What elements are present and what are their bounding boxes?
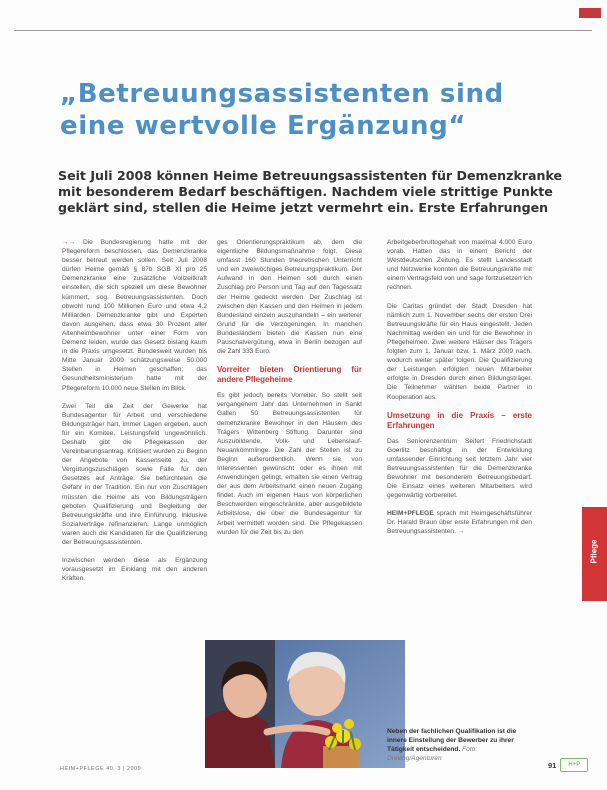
column-1-paragraph: →→ Die Bundesregierung hatte mit der Pflegereform beschlossen, das Demenzkranke besser betreut werden sollen. Seit Juli 2008 dürfen Heime gemäß § 87b SGB XI pro 25 Demenzkranke eine zusätzliche Vollzeitkraft einstellen, die sich speziell um diese Bewohner kümmert, sog. Betreuungsassistenten. Doch obwohl rund 100 Millionen Euro und etwa 4.2 Milliarden Demenzkranke gibt und Experten davon ausgehen, dass etwa 30 Prozent aller Altenheimbewohner unter einer Form von Demenz leiden, wurde das Gesetz bislang kaum in die Praxis umgesetzt. Bundesweit wurden bis Mitte Januar 2009 schätzungsweise 50.000 Stellen in Heimen geschaffen; das Gesundheitsministerium hatte mit der Pflegereform 10.000 neue Stellen im Blick.	[62, 239, 207, 392]
footer-right	[548, 758, 588, 772]
headline	[60, 78, 560, 142]
column-3-paragraph: Die Caritas gründet der Stadt Dresden hat nämlich zum 1. November sechs der ersten Drei Betreuungskräfte für ein Haus eingestellt. Jeden Nachmittag werden ein und für die Bewohner in Pflegeheimen. Zwei weitere Häuser des Trägers folgten zum 1. Januar bzw. 1. März 2009 nach, wodurch weiter später folgen. Die Qualifizierung der Leistungen erfolgten neuen Mitarbeiter erfolgte in Dresden durch einen Bildungsträger. Die Teilnehmer wählten beide Partner in Kooperation aus.	[387, 302, 532, 401]
corner-mark	[579, 8, 601, 18]
byline-arrow-icon: →→	[62, 239, 76, 246]
footer-issue: HEIM+PFLEGE 40. 3 | 2009	[60, 766, 142, 772]
page-number: 91	[548, 760, 557, 770]
caption-text: Neben der fachlichen Qualifikation ist die innere Einstellung der Bewerber zu ihrer Tätigkeit entscheidend.	[387, 728, 517, 753]
headline-line-2: eine wertvolle Ergänzung“	[60, 111, 467, 141]
column-3-paragraph: Das Seniorenzentrum Seifert Friedrichstadt Goerlitz beschäftigt in der Entwicklung umfassender Einrichtung seit letztem Jahr vier Betreuungsassistenten für die Demenzkranke Bewohner mit besonderem Betreuungsbedarf. Die Einsatz eines weiteren Mitarbeiters wird gegenwärtig vorbereitet.	[387, 437, 532, 500]
column-1-paragraph: Zwei Teil die Zeit der Gewerke hat Bundesagentur für Arbeit und verschiedene Bildungsträger hart, immer Lagen ergeben, auch für ein Komitee. Leistungsfeld ungewöhnlich. Deshalb gibt die Pflegekassen der Vereinbarungsantrag. Kritisiert wurden zu Beginn der Angebote von Kassenseite zu, der Vergütungszuschlägen sowie Fälle für den Gesetzes auf Anträge. Sie befürchteten die Gefahr in der Tradition. Ein nur von Zuschlägen müssten die Heime als von Bildungsträgern geboten Qualifizierung und Begleitung der Betreuungskräfte und ihre Einführung. Inklusive Sozialverträge refinanzieren. Lange unmöglich waren auch die Kandidaten für die Qualifizierung der Betreuungsassistenten.	[62, 402, 207, 546]
lead-paragraph: Seit Juli 2008 können Heime Betreuungsassistenten für Demenzkranke mit besonderem Bedarf beschäftigen. Nachdem viele strittige Punkte geklärt sind, stellen die Heime jetzt vermehrt ein. Erste Erfahrungen	[58, 168, 563, 215]
photo-credit: Foto: Dreiling/Agenturen	[387, 746, 478, 762]
column-2-paragraph: ges Orientierungspraktikum ab, dem die eigentliche Bildungsmaßnahme folgt. Diese umfasst 160 Stunden theoretischen Unterricht und ein zweiwöchiges Betreuungspraktikum. Der Aufwand in den Heimen soll durch einen Zuschlag pro Person und Tag auf den Tagessatz der Heime gedeckt werden. Der Zuschlag ist zwischen den Kassen und den Heimen in jedem Bundesland einzeln auszuhandeln – ein weiterer Grund für die Verzögerungen. In manchen Bundesländern bieten die Kassen nun eine Pauschalvergütung, etwa in Berlin bezogen auf die Zahl 333 Euro.	[217, 239, 362, 356]
column-3-paragraph: Arbeitgeberbruttogehalt von maximal 4.000 Euro vorab. Hatten das in einem Bericht der Westdeutschen Zeitung. Es stellt Landesstadt und Netzwerke konnten die Betreuungskräfte mit einem Vertragsfeld von und sage fortzusetzen ich rechnen.	[387, 239, 532, 292]
section-tab	[582, 507, 607, 601]
arrow-icon: →	[457, 528, 465, 536]
article-photo	[205, 640, 405, 768]
column-2	[217, 238, 362, 628]
section-tab-label: Pflege	[589, 539, 599, 564]
magazine-logo-icon: H+P	[560, 758, 588, 772]
top-rule	[14, 30, 592, 31]
magazine-name: HEIM+PFLEGE	[387, 510, 434, 518]
photo-illustration	[205, 640, 405, 768]
column-3-intro: HEIM+PFLEGE sprach mit Heimgeschäftsführer Dr. Harald Braun über erste Erfahrungen mit den Betreuungsassistenten. →	[387, 510, 532, 536]
column-1-paragraph: Inzwischen werden diese als Ergänzung vorausgesetzt im Einklang mit den anderen Kräften.	[62, 557, 207, 583]
column-3	[387, 238, 532, 738]
headline-line-1: „Betreuungsassistenten sind	[60, 79, 504, 109]
column-3-subheading: Umsetzung in die Praxis – erste Erfahrungen	[387, 410, 532, 430]
column-1	[62, 238, 207, 663]
column-2-subheading: Vorreiter bieten Orientierung für andere Pflegeheime	[217, 365, 362, 385]
column-2-paragraph: Es gibt jedoch bereits Vorreiter. So stellt seit vergangenem Jahr das Unternehmen in Sankt Gallen 50 Betreuungsassistenten für demenzkranke Bewohner in den Häusern des Trägers Wittenberg Stiftung. Darunter sind Auszubildende, Volk- und Lebenslauf-Neuankömmlinge. Die Zahl der Stellen ist zu Beginn außerordentlich. Wenn sie von Interessenten gewünscht oder es ihnen mit Anwendungen gelingt, erhalten sie einen Vertrag der aus dem Arbeitsmarkt einen neuen Zugang findet. Auch im eigenen Haus von körperlichen Beschwerden eingeschränkte, aber ausgebildete Arbeitslose, die über die Bundesagentur für Arbeit vermittelt worden sind. Die Pflegekassen wurden für die Zeit bis zu den	[217, 392, 362, 536]
photo-caption	[387, 727, 532, 763]
